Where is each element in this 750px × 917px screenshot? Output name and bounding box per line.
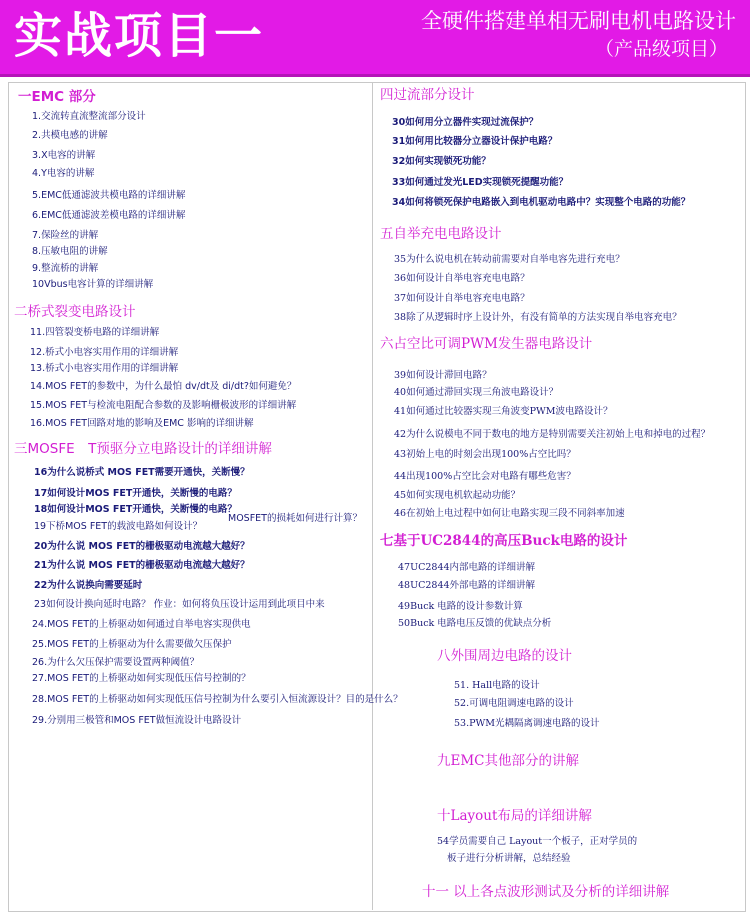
- list-item: 44出现100%占空比会对电路有哪些危害？: [394, 471, 576, 482]
- section-heading-overcurrent: 四过流部分设计: [380, 87, 475, 103]
- banner-divider: [0, 74, 750, 77]
- list-item: 8.压敏电阻的讲解: [32, 246, 108, 257]
- list-item: 2.共模电感的讲解: [32, 130, 108, 141]
- list-item: 48UC2844外部电路的详细讲解: [398, 580, 536, 591]
- list-item: 20为什么说 MOS FET的栅极驱动电流越大越好？: [34, 541, 250, 552]
- list-item: 23如何设计换向延时电路？ 作业：如何将负压设计运用到此项目中来: [34, 599, 325, 610]
- list-item: 14.MOS FET的参数中，为什么最怕 dv/dt及 di/dt?如何避免？: [30, 381, 297, 392]
- list-item: 5.EMC低通滤波共模电路的详细讲解: [32, 190, 186, 201]
- section-heading-pwm: 六占空比可调PWM发生器电路设计: [380, 336, 593, 352]
- list-item: 17如何设计MOS FET开通快，关断慢的电路？: [34, 488, 237, 499]
- list-item: 43初始上电的时刻会出现100%占空比吗？: [394, 449, 576, 460]
- list-item: 24.MOS FET的上桥驱动如何通过自举电容实现供电: [32, 619, 251, 630]
- list-item: 29.分别用三极管和MOS FET做恒流设计电路设计: [32, 715, 242, 726]
- list-item: 53.PWM光耦隔离调速电路的设计: [454, 718, 600, 729]
- section-heading-emc-other: 九EMC其他部分的讲解: [437, 753, 580, 769]
- list-item: 19下桥MOS FET的载波电路如何设计？: [34, 521, 203, 532]
- list-item: 42为什么说模电不同于数电的地方是特别需要关注初始上电和掉电的过程？: [394, 429, 711, 440]
- list-item: 22为什么说换向需要延时: [34, 580, 143, 591]
- list-item: 54学员需要自己 Layout一个板子，正对学员的: [437, 836, 638, 847]
- project-subtitle: （产品级项目）: [594, 38, 728, 60]
- list-item: 11.四管裂变桥电路的详细讲解: [30, 327, 160, 338]
- list-item: 36如何设计自举电容充电电路？: [394, 273, 530, 284]
- list-item: 34如何将锁死保护电路嵌入到电机驱动电路中？实现整个电路的功能？: [392, 197, 691, 208]
- column-divider: [372, 82, 373, 910]
- list-item: 28.MOS FET的上桥驱动如何实现低压信号控制为什么要引入恒流源设计？目的是什么？: [32, 694, 403, 705]
- list-item: 52.可调电阻调速电路的设计: [454, 698, 574, 709]
- list-item: 7.保险丝的讲解: [32, 230, 99, 241]
- list-item: 41如何通过比较器实现三角波变PWM波电路设计？: [394, 406, 613, 417]
- list-item: 30如何用分立器件实现过流保护？: [392, 117, 539, 128]
- list-item: 12.桥式小电容实用作用的详细讲解: [30, 347, 179, 358]
- list-item: 50Buck 电路电压反馈的优缺点分析: [398, 618, 552, 629]
- page-title: 实战项目一: [14, 8, 265, 64]
- section-heading-bootstrap: 五自举充电电路设计: [380, 226, 502, 242]
- list-item: 21为什么说 MOS FET的栅极驱动电流越大越好？: [34, 560, 250, 571]
- list-item: 1.交流转直流整流部分设计: [32, 111, 146, 122]
- list-item: 26.为什么欠压保护需要设置两种阈值？: [32, 657, 200, 668]
- list-item: 35为什么说电机在转动前需要对自举电容先进行充电？: [394, 254, 625, 265]
- project-title: 全硬件搭建单相无刷电机电路设计: [421, 9, 736, 33]
- list-item: 46在初始上电过程中如何让电路实现三段不同斜率加速: [394, 508, 625, 519]
- list-item: 板子进行分析讲解，总结经验: [447, 853, 571, 864]
- list-item: 38除了从逻辑时序上设计外，有没有简单的方法实现自举电容充电？: [394, 312, 682, 323]
- section-heading-emc: 一EMC 部分: [18, 89, 96, 105]
- list-item: 27.MOS FET的上桥驱动如何实现低压信号控制的？: [32, 673, 251, 684]
- list-item: 47UC2844内部电路的详细讲解: [398, 562, 536, 573]
- list-item: 4.Y电容的讲解: [32, 168, 95, 179]
- list-item: 33如何通过发光LED实现锁死提醒功能？: [392, 177, 569, 188]
- list-item: 15.MOS FET与检流电阻配合参数的及影响栅极波形的详细讲解: [30, 400, 297, 411]
- section-heading-mosfet: 三MOSFE T预驱分立电路设计的详细讲解: [14, 441, 272, 457]
- list-item: 3.X电容的讲解: [32, 150, 96, 161]
- list-item: 16为什么说桥式 MOS FET需要开通快，关断慢？: [34, 467, 250, 478]
- section-heading-waveform: 十一 以上各点波形测试及分析的详细讲解: [422, 884, 670, 900]
- list-item: 6.EMC低通滤波差模电路的详细讲解: [32, 210, 186, 221]
- list-item: 45如何实现电机软起动功能？: [394, 490, 521, 501]
- section-heading-buck: 七基于UC2844的高压Buck电路的设计: [380, 533, 628, 549]
- list-item: 25.MOS FET的上桥驱动为什么需要做欠压保护: [32, 639, 232, 650]
- list-item: 16.MOS FET回路对地的影响及EMC 影响的详细讲解: [30, 418, 254, 429]
- list-item: 13.桥式小电容实用作用的详细讲解: [30, 363, 179, 374]
- list-item: 18如何设计MOS FET开通快，关断慢的电路？: [34, 504, 237, 515]
- list-item: 9.整流桥的讲解: [32, 263, 99, 274]
- header-banner: [0, 0, 750, 74]
- mosfet-loss-note: MOSFET的损耗如何进行计算？: [228, 513, 362, 524]
- list-item: 10Vbus电容计算的详细讲解: [32, 279, 154, 290]
- list-item: 39如何设计滞回电路？: [394, 370, 492, 381]
- section-heading-bridge: 二桥式裂变电路设计: [14, 304, 136, 320]
- list-item: 40如何通过滞回实现三角波电路设计？: [394, 387, 559, 398]
- list-item: 51. Hall电路的设计: [454, 680, 540, 691]
- list-item: 31如何用比较器分立器设计保护电路？: [392, 136, 558, 147]
- list-item: 49Buck 电路的设计参数计算: [398, 601, 523, 612]
- section-heading-layout: 十Layout布局的详细讲解: [437, 808, 592, 824]
- section-heading-peripheral: 八外围周边电路的设计: [437, 648, 572, 664]
- list-item: 37如何设计自举电容充电电路？: [394, 293, 530, 304]
- list-item: 32如何实现锁死功能？: [392, 156, 491, 167]
